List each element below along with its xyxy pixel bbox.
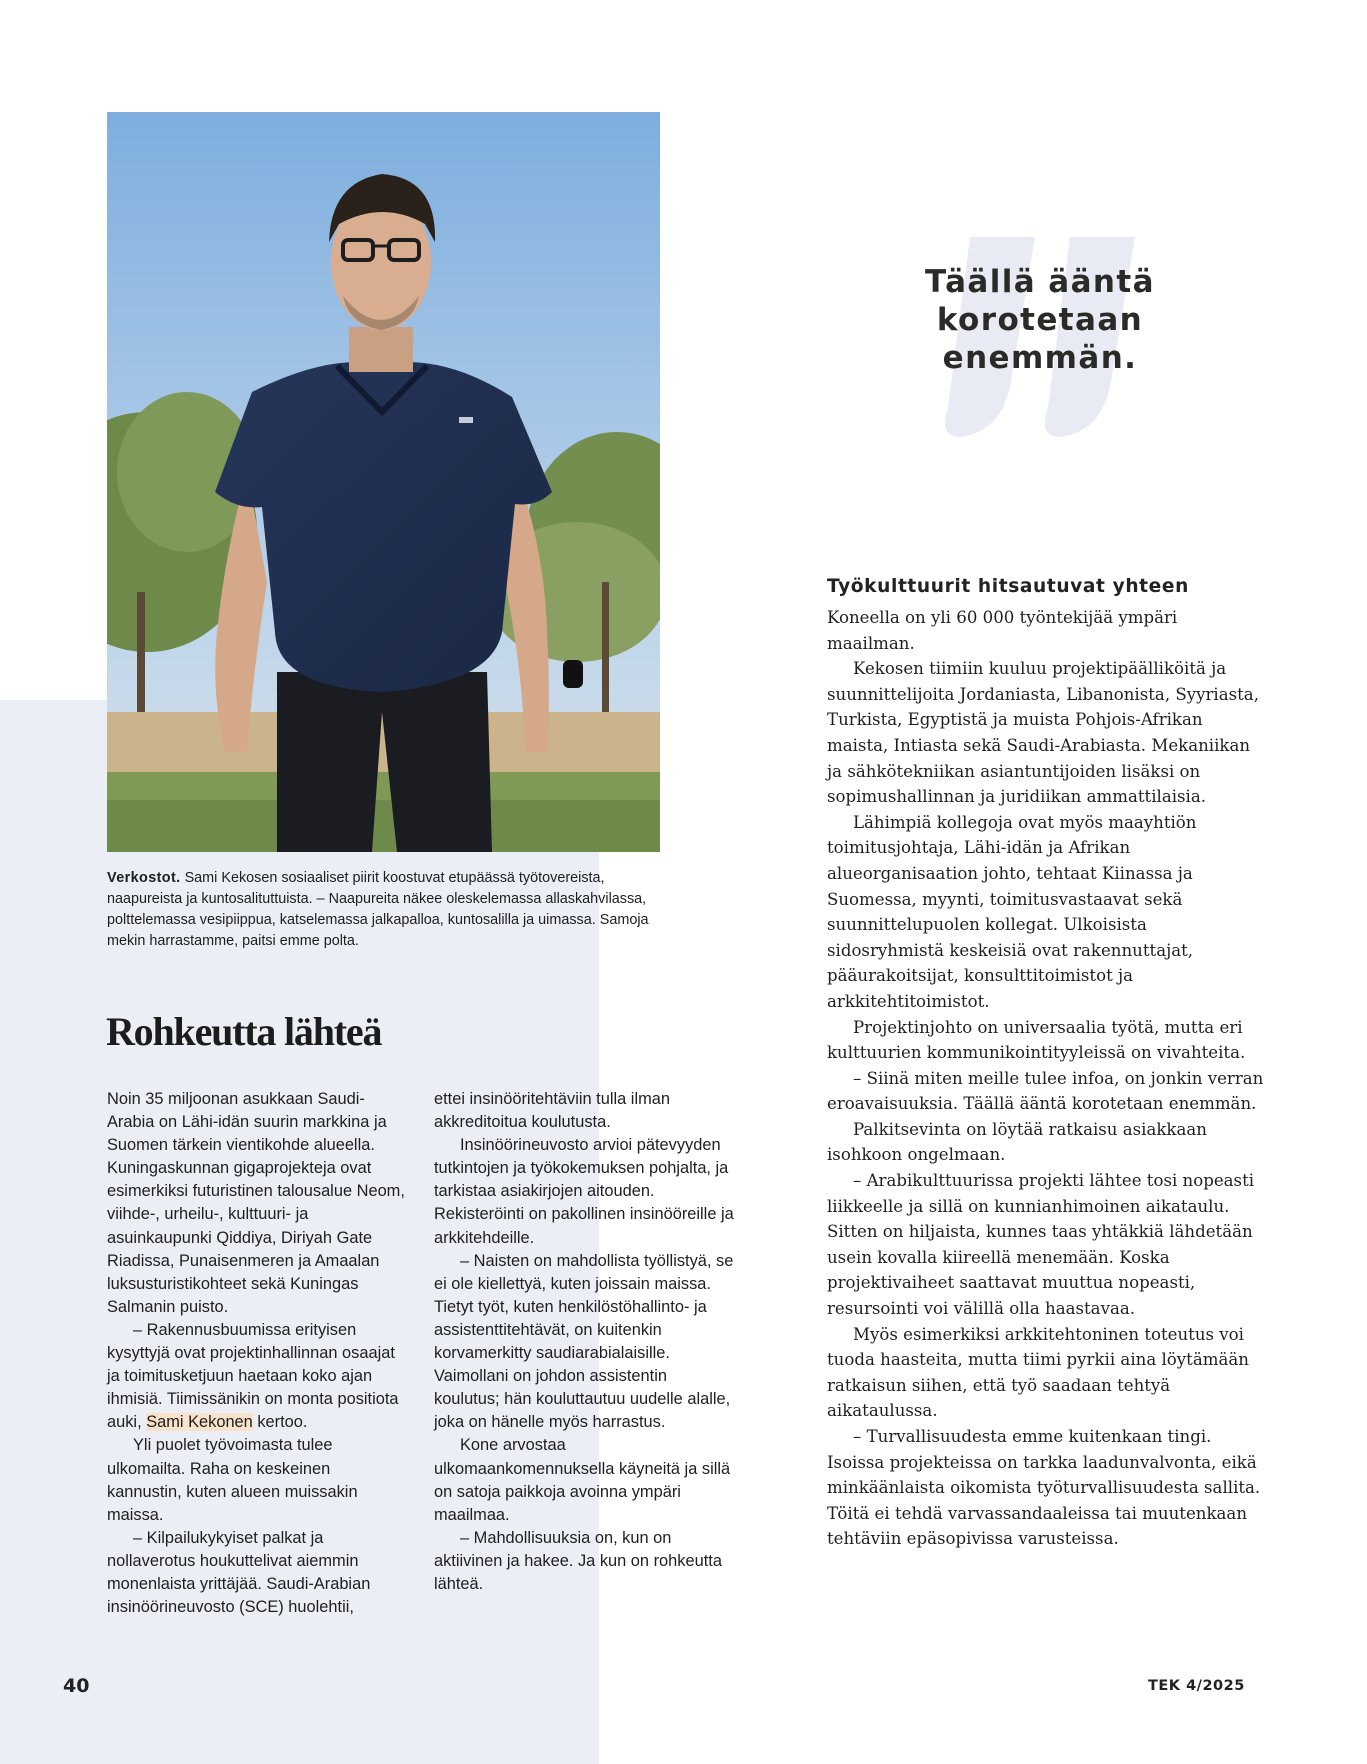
sidebar-subhead: Työkulttuurit hitsautuvat yhteen bbox=[827, 576, 1189, 597]
article-column-2 bbox=[434, 1088, 734, 1596]
highlighted-name: Sami Kekonen bbox=[146, 1413, 253, 1432]
paragraph: Myös esimerkiksi arkkitehtoninen toteutus voi tuoda haasteita, mutta tiimi pyrkii aina löytämään ratkaisun siihen, että työ saadaan tehtyä aikataulussa. bbox=[827, 1324, 1249, 1421]
photo-caption bbox=[107, 868, 667, 952]
paragraph: Palkitsevinta on löytää ratkaisu asiakkaan isohkoon ongelmaan. bbox=[827, 1119, 1207, 1165]
paragraph: – Naisten on mahdollista työllistyä, se ei ole kiellettyä, kuten joissain maissa. Tietyt työt, kuten henkilöstöhallinto- ja assistenttitehtävät, on kuitenkin korvamerkitty saudiarabialaisille. Vaimollani on johdon assistentin koulutus; hän kouluttautuu uudelle alalle, joka on hänelle myös harrastus. bbox=[434, 1251, 734, 1432]
paragraph: Kone arvostaa ulkomaankomennuksella käyneitä ja sillä on satoja paikkoja avoinna ympäri maailmaa. bbox=[434, 1436, 731, 1524]
paragraph: – Siinä miten meille tulee infoa, on jonkin verran eroavaisuuksia. Täällä ääntä korotetaan enemmän. bbox=[827, 1068, 1264, 1114]
paragraph: Yli puolet työvoimasta tulee ulkomailta. Raha on keskeinen kannustin, kuten alueen muissakin maissa. bbox=[107, 1436, 358, 1524]
paragraph: Lähimpiä kollegoja ovat myös maayhtiön toimitusjohtaja, Lähi-idän ja Afrikan alueorganisaation johto, tehtaat Kiinassa ja Suomessa, myynti, toimitusvastaavat sekä suunnittelupuolen kollegat. Ulkoisista sidosryhmistä keskeisiä ovat rakennuttajat, pääurakoitsijat, konsulttitoimistot ja arkkitehtitoimistot. bbox=[827, 812, 1197, 1011]
article-heading: Rohkeutta lähteä bbox=[106, 1009, 382, 1054]
sidebar-column bbox=[827, 605, 1267, 1552]
paragraph: Noin 35 miljoonan asukkaan Saudi-Arabia on Lähi-idän suurin markkina ja Suomen tärkein vientikohde alueella. Kuningaskunnan gigaprojekteja ovat esimerkiksi futuristinen talousalue Neom, viihde-, urheilu-, kulttuuri- ja asuinkaupunki Qiddiya, Diriyah Gate Riadissa, Punaisenmeren ja Amaalan luksusturistikohteet sekä Kuningas Salmanin puisto. bbox=[107, 1090, 405, 1316]
page-number: 40 bbox=[63, 1675, 90, 1697]
paragraph: – Mahdollisuuksia on, kun on aktiivinen ja hakee. Ja kun on rohkeutta lähteä. bbox=[434, 1528, 722, 1593]
paragraph: – Rakennusbuumissa erityisen kysyttyjä ovat projektinhallinnan osaajat ja toimitusketjuun haetaan koko ajan ihmisiä. Tiimissänikin on monta positiota auki, Sami Kekonen kertoo. bbox=[107, 1320, 399, 1432]
pull-quote bbox=[900, 225, 1180, 465]
paragraph: Koneella on yli 60 000 työntekijää ympäri maailman. bbox=[827, 608, 1178, 653]
paragraph: Projektinjohto on universaalia työtä, mutta eri kulttuurien kommunikointityyleissä on vivahteita. bbox=[827, 1017, 1246, 1063]
caption-text: Sami Kekosen sosiaaliset piirit koostuvat etupäässä työtovereista, naapureista ja kuntosalituttuista. – Naapureita näkee oleskelemassa allaskahvilassa, polttelemassa vesipiippua, katselemassa jalkapalloa, kuntosalilla ja uimassa. Samoja mekin harrastamme, paitsi emme polta. bbox=[107, 870, 649, 949]
paragraph: Insinöörineuvosto arvioi pätevyyden tutkintojen ja työkokemuksen pohjalta, ja tarkistaa asiakirjojen aitouden. Rekisteröinti on pakollinen insinööreille ja arkkitehdeille. bbox=[434, 1136, 734, 1247]
paragraph: – Arabikulttuurissa projekti lähtee tosi nopeasti liikkeelle ja sillä on kunnianhimoinen aikataulu. Sitten on hiljaista, kunnes taas yhtäkkiä lähdetään usein kovalla kiireellä menemään. Koska projektivaiheet saattavat muuttua nopeasti, resursointi voi välillä olla haastavaa. bbox=[827, 1171, 1255, 1319]
paragraph: Kekosen tiimiin kuuluu projektipäälliköitä ja suunnittelijoita Jordaniasta, Libanonista, Syyriasta, Turkista, Egyptistä ja muista Pohjois-Afrikan maista, Intiasta sekä Saudi-Arabiasta. Mekaniikan ja sähkötekniikan asiantuntijoiden lisäksi on sopimushallinnan ja juridiikan ammattilaisia. bbox=[827, 659, 1259, 807]
paragraph: – Kilpailukykyiset palkat ja nollaverotus houkuttelivat aiemmin monenlaista yrittäjää. Saudi-Arabian insinöörineuvosto (SCE) huolehtii, bbox=[107, 1528, 371, 1617]
caption-lead: Verkostot. bbox=[107, 870, 181, 886]
paragraph: ettei insinööritehtäviin tulla ilman akkreditoitua koulutusta. bbox=[434, 1090, 670, 1132]
pull-quote-text: Täällä ääntä korotetaan enemmän. bbox=[925, 264, 1155, 376]
paragraph: – Turvallisuudesta emme kuitenkaan tingi. Isoissa projekteissa on tarkka laadunvalvonta, eikä minkäänlaista oikomista työturvallisuudesta sallita. Töitä ei tehdä varvassandaaleissa tai muutenkaan tehtäviin epäsopivissa varusteissa. bbox=[827, 1427, 1261, 1549]
portrait-photo bbox=[107, 112, 660, 852]
article-column-1 bbox=[107, 1088, 407, 1619]
magazine-issue: TEK 4/2025 bbox=[1148, 1678, 1245, 1694]
